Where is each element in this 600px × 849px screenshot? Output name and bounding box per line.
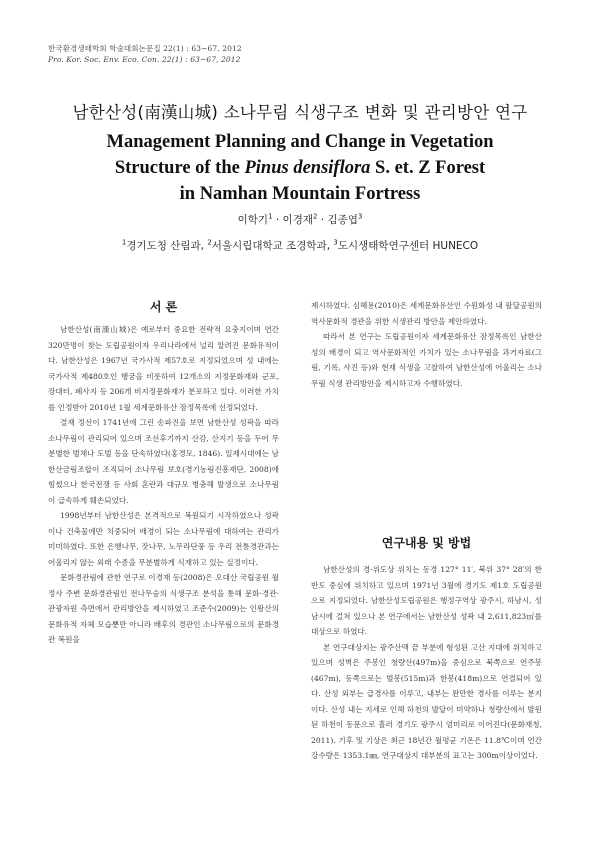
affil-3-sup: 3 xyxy=(333,238,338,247)
paragraph: 남한산성의 경·위도상 위치는 동경 127° 11′, 북위 37° 28′의 한반도 중심에 위치하고 있으며 1971년 3월에 경기도 제1호 도립공원으로 지정되었다. 남한산성도립공원은 행정구역상 광주시, 하남시, 성남시에 걸쳐 있으나 본 연구에서는 남한산성 성곽 내 2,611,823㎡를 대상으로 하였다. xyxy=(311,565,542,636)
author-1: 이학기 xyxy=(237,214,269,226)
author-2: 이경재 xyxy=(282,214,313,226)
section-heading-intro: 서 론 xyxy=(149,300,178,314)
journal-header-korean: 한국환경생태학회 학술대회논문집 22(1) : 63~67, 2012 xyxy=(48,44,242,53)
paragraph: 남한산성(南漢山城)은 예로부터 중요한 전략적 요충지이며 연간 320만명이 찾는 도립공원이자 우리나라에서 널리 알려진 문화유적이다. 남한산성은 1967년 국가사적 제57호로 지정되었으며 성 내에는 국가사적 제480호인 행궁을 비롯하여 12개소의 지정문화재와 군포, 장대터, 폐사지 등 206개 비지정문화재가 분포하고 있다. 이러한 가치를 인정받아 2010년 1월 세계문화유산 잠정목록에 선정되었다. xyxy=(48,325,279,412)
author-2-sup: 2 xyxy=(312,212,318,221)
author-list xyxy=(0,212,600,227)
paragraph: 본 연구대상지는 광주산맥 끝 부분에 형성된 고산 지대에 위치하고 있으며 성벽은 주봉인 청량산(497m)을 중심으로 북쪽으로 연주봉(467m), 동쪽으로는 벌봉(515m)과 한봉(418m)으로 연결되어 있다. 산성 외부는 급경사를 이루고, 내부는 완만한 경사를 이루는 분지이다. 산성 내는 지세로 인해 하천의 발달이 미약하나 청량산에서 발원된 하천이 동문으로 흘러 경기도 광주시 엄미리로 이어진다(문화재청, 2011). 기후 및 기상은 최근 18년간 월평균 기온은 11.8℃이며 연간 강수량은 1353.1㎜, 연구대상지 대부분의 표고는 300m이상이었다. xyxy=(311,642,542,760)
paragraph: 결재 정선이 1741년에 그린 송파진을 보면 남한산성 성곽을 따라 소나무림이 관리되어 있으며 조선후기까지 산감, 산지기 등을 두어 무분별한 벌채나 도벌 등을 단속하였다(홍경모, 1846). 일제시대에는 남한산금림조합이 조직되어 소나무림 보호(경기농림진흥재단, 2008)에 힘썼으나 한국전쟁 등 사회 혼란과 대규모 병충해 발생으로 소나무림이 급속하게 훼손되었다. xyxy=(48,418,279,505)
journal-header-english: Pro. Kor. Soc. Env. Eco. Con. 22(1) : 63~67, 2012 xyxy=(48,55,241,64)
author-1-sup: 1 xyxy=(268,212,273,221)
title-species-italic: Pinus densiflora xyxy=(244,158,371,178)
affil-1-sup: 1 xyxy=(121,238,127,247)
affil-1: 경기도청 산림과, xyxy=(126,240,208,252)
section-heading-methods: 연구내용 및 방법 xyxy=(381,536,472,550)
title-english-line2 xyxy=(0,155,600,181)
right-column-intro xyxy=(311,298,542,391)
affil-2: 서울시립대학교 조경학과, xyxy=(211,240,334,252)
author-3-sup: 3 xyxy=(357,212,363,221)
title-line2-post: S. et. Z Forest xyxy=(370,158,486,178)
paragraph: 제시하였다. 심혜용(2010)은 세계문화유산인 수원화성 내 팔달공원의 역사문화적 경관을 위한 식생관리 방안을 제안하였다. xyxy=(311,301,542,326)
title-english xyxy=(0,129,600,207)
author-sep: · xyxy=(272,214,283,226)
affil-2-sup: 2 xyxy=(207,238,212,247)
paragraph: 따라서 본 연구는 도립공원이자 세계문화유산 잠정목록인 남한산성의 배경이 되고 역사문화적인 가치가 있는 소나무림을 과거자료(그림, 기록, 사진 등)와 현재 식생을 고찰하여 남한산성에 어울리는 소나무림 식생 관리방안을 제시하고자 수행하였다. xyxy=(311,332,542,388)
methods-column xyxy=(311,562,542,764)
title-english-line1: Management Planning and Change in Vegetation xyxy=(106,132,494,152)
paragraph: 문화경관림에 관한 연구로 이경재 등(2008)은 오대산 국립공원 월정사 주변 문화경관림인 전나무숲의 식생구조 분석을 통해 문화·경관·관광자원 측면에서 관리방안을 제시하였고 조준수(2009)는 인왕산의 문화유적 자체 모습뿐만 아니라 배후의 경관인 소나무림으로의 문화경관 복원을 xyxy=(48,573,279,644)
intro-column xyxy=(48,322,279,648)
title-korean: 남한산성(南漢山城) 소나무림 식생구조 변화 및 관리방안 연구 xyxy=(72,103,528,122)
author-sep: · xyxy=(317,214,328,226)
paragraph: 1998년부터 남한산성은 본격적으로 복원되기 시작하였으나 성곽이나 건축물에만 치중되어 배경이 되는 소나무림에 대하여는 관리가 미미하였다. 또한 은행나무, 잣나무, 노무라단풍 등 우리 전통경관과는 어울리지 않는 외래 수종을 무분별하게 식재하고 있는 실정이다. xyxy=(48,511,279,567)
affiliations xyxy=(0,238,600,253)
title-line2-pre: Structure of the xyxy=(114,158,245,178)
author-3: 김종엽 xyxy=(327,214,358,226)
title-english-line3: in Namhan Mountain Fortress xyxy=(179,184,421,204)
affil-3: 도시생태학연구센터 HUNECO xyxy=(337,240,479,252)
